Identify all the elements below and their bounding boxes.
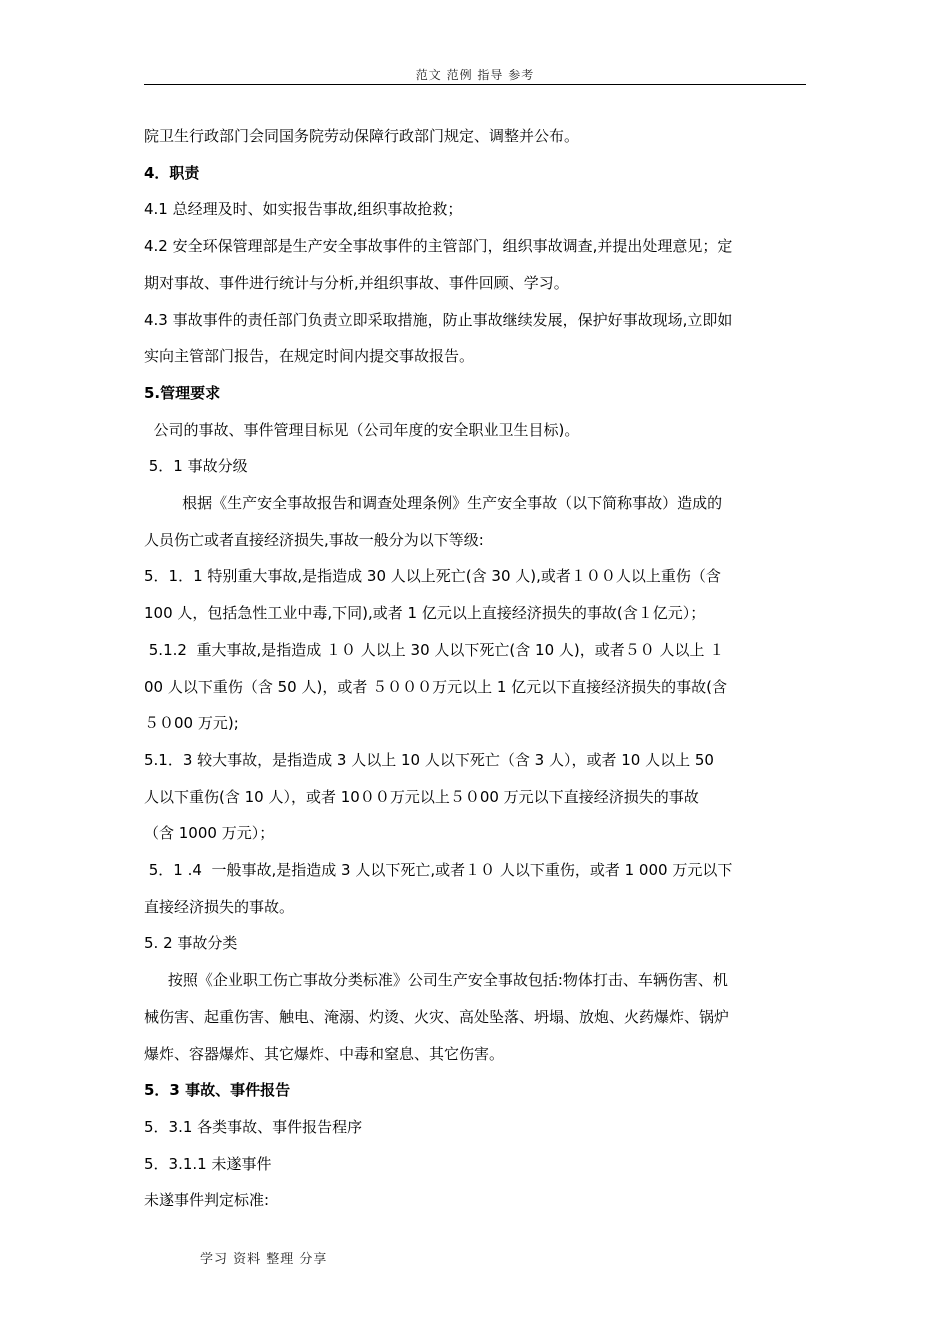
text-line: 100 人，包括急性工业中毒,下同),或者 1 亿元以上直接经济损失的事故(含１亿元）； [144,604,706,623]
text-line: 爆炸、容器爆炸、其它爆炸、中毒和窒息、其它伤害。 [144,1044,505,1063]
text-line: 械伤害、起重伤害、触电、淹溺、灼烫、火灾、高处坠落、坍塌、放炮、火药爆炸、锅炉 [144,1007,730,1026]
text-line: 4.1 总经理及时、如实报告事故,组织事故抢救； [144,200,463,219]
text-line: 5．3.1 各类事故、事件报告程序 [144,1117,363,1136]
section-heading-duties: 4．职责 [144,163,200,182]
text-line: 按照《企业职工伤亡事故分类标准》公司生产安全事故包括:物体打击、车辆伤害、机 [144,971,728,990]
text-line: 5.1.2 重大事故,是指造成 １０ 人以上 30 人以下死亡(含 10 人)，或者５０ 人以上 １ [144,640,725,659]
text-line: 5．1 事故分级 [144,457,248,476]
text-line: 公司的事故、事件管理目标见（公司年度的安全职业卫生目标)。 [144,420,580,439]
text-line: 4.3 事故事件的责任部门负责立即采取措施，防止事故继续发展，保护好事故现场,立即如 [144,310,733,329]
text-line: 未遂事件判定标准: [144,1191,270,1210]
text-line: 根据《生产安全事故报告和调查处理条例》生产安全事故（以下简称事故）造成的 [144,494,723,513]
text-line: 5.1．3 较大事故，是指造成 3 人以上 10 人以下死亡（含 3 人），或者 10 人以上 50 [144,750,714,769]
text-line: （含 1000 万元）； [144,824,275,843]
page-footer: 学习 资料 整理 分享 [200,1252,328,1267]
text-line: 4.2 安全环保管理部是生产安全事故事件的主管部门，组织事故调查,并提出处理意见；定 [144,237,733,256]
text-line: 实向主管部门报告，在规定时间内提交事故报告。 [144,347,475,366]
text-line: 5．3.1.1 未遂事件 [144,1154,272,1173]
header-divider [144,84,806,85]
text-line: 5. 2 事故分类 [144,934,238,953]
section-heading-reporting: 5．3 事故、事件报告 [144,1081,291,1100]
page-header: 范文 范例 指导 参考 [415,68,535,82]
text-line: 5．1．1 特别重大事故,是指造成 30 人以上死亡(含 30 人),或者１００人以上重伤（含 [144,567,721,586]
text-line: 人以下重伤(含 10 人），或者 10００万元以上５０00 万元以下直接经济损失的事故 [144,787,699,806]
text-line: ５０00 万元); [144,714,239,733]
section-heading-management: 5.管理要求 [144,383,221,402]
text-line: 期对事故、事件进行统计与分析,并组织事故、事件回顾、学习。 [144,273,569,292]
text-line: 院卫生行政部门会同国务院劳动保障行政部门规定、调整并公布。 [144,127,580,145]
text-line: 5．1 .4 一般事故,是指造成 3 人以下死亡,或者１０ 人以下重伤，或者 1 000 万元以下 [144,861,733,880]
document-body [144,118,806,1219]
text-line: 00 人以下重伤（含 50 人)，或者 ５０００万元以上 1 亿元以下直接经济损失的事故(含 [144,677,728,696]
text-line: 人员伤亡或者直接经济损失,事故一般分为以下等级: [144,530,484,549]
text-line: 直接经济损失的事故。 [144,897,295,916]
